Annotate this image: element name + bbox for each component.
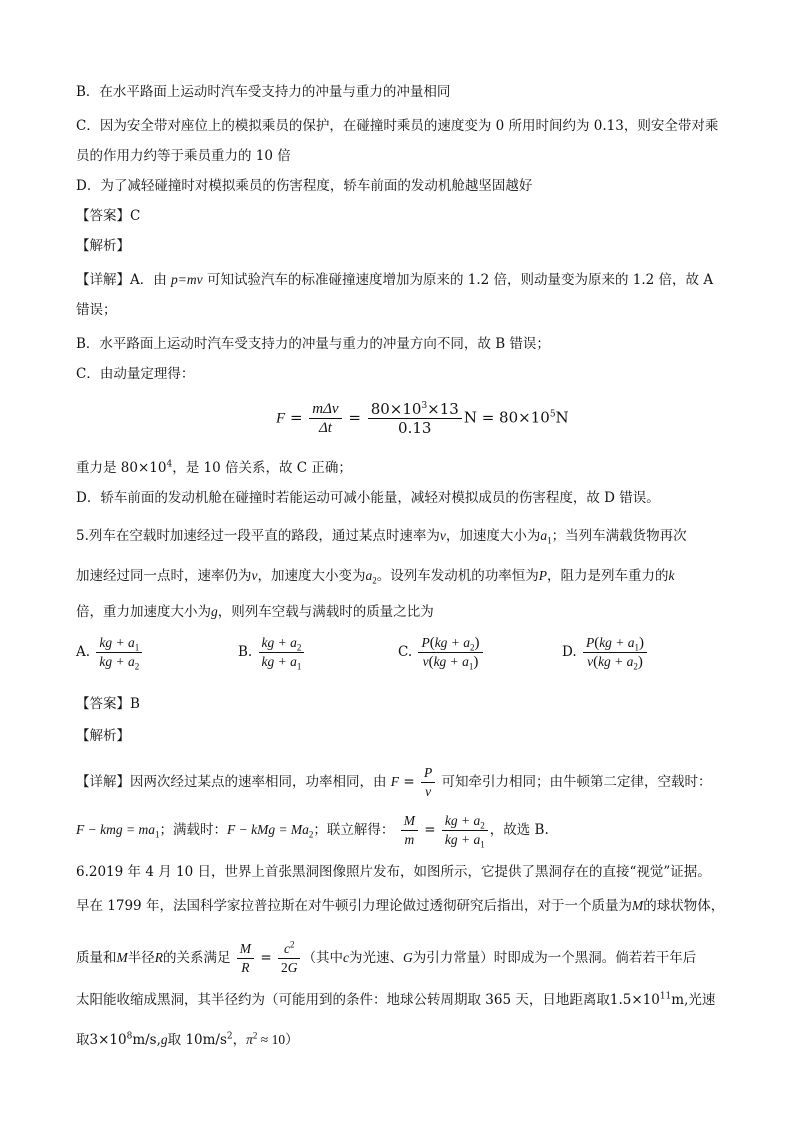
q5-analysis-heading: 【解析】 — [76, 728, 130, 744]
q5-detail-line1: 【详解】因两次经过某点的速率相同，功率相同，由 F = $\frac{P}{v}$ 可知牵引力相同；由牛顿第二定律，空载时： — [76, 765, 712, 799]
q5-eq-F: F — [390, 774, 400, 789]
q5-option-b-fraction: $\frac{kg + a_2}{kg + a_1}$ — [259, 634, 305, 671]
var-a1: $a_1$ — [540, 528, 552, 546]
q6-fraction-c2-over-2G: $\frac{c^2}{2G}$ — [278, 940, 301, 977]
q5-option-c-fraction: $\frac{P(kg + a_2)}{v(kg + a_1)}$ — [418, 634, 482, 671]
var-k: k — [668, 568, 675, 583]
var-R: R — [154, 950, 163, 965]
q4-detail-a-formula: p=mv — [171, 272, 203, 287]
q4-analysis-heading: 【解析】 — [76, 238, 130, 254]
q4-gravity-text1: 重力是 80×10 — [76, 460, 167, 476]
q6-l3-d: （其中 — [302, 950, 343, 966]
q4-detail-a — [76, 270, 713, 290]
q5-detail-a: 【详解】因两次经过某点的速率相同，功率相同，由 — [76, 774, 387, 790]
q6-stem-line1: 6.2019 年 4 月 10 日，世界上首张黑洞图像照片发布，如图所示，它提供了黑洞存在的直接“视觉”证据。 — [76, 864, 711, 880]
q6-l5-a: 取 — [76, 1032, 90, 1048]
eq-frac2-denominator: 0.13 — [398, 419, 432, 437]
q5-l1-b: ，加速度大小为 — [445, 528, 541, 544]
q5-fraction-P-over-v: $\frac{P}{v}$ — [421, 764, 435, 801]
q5-stem-line1 — [76, 526, 687, 546]
eq-frac2-num-exp: 3 — [421, 401, 428, 411]
q6-l3-a: 质量和 — [76, 950, 117, 966]
q5-l2-a: 加速经过同一点时，速率仍为 — [76, 568, 252, 584]
q6-l4-a: 太阳能收缩成黑洞，其半径约为（可能用到的条件：地球公转周期取 365 天，日地距离取 — [76, 992, 610, 1008]
var-v: v — [439, 528, 446, 543]
q5-l3-b: ，则列车空载与满载时的质量之比为 — [217, 604, 434, 620]
eq-frac1-denominator: Δt — [318, 420, 332, 436]
q5-eq2a: ；满载时： — [159, 822, 227, 838]
var-P: P — [538, 568, 547, 583]
q5-stem-line2 — [76, 566, 675, 586]
var-a2: $a_2$ — [365, 568, 377, 586]
q4-option-d: D．为了减轻碰撞时对模拟乘员的伤害程度，轿车前面的发动机舱越坚固越好 — [76, 178, 533, 194]
q5-answer: 【答案】B — [76, 696, 140, 712]
q4-detail-a-text1: 【详解】A．由 — [76, 272, 172, 288]
var-M: M — [631, 898, 644, 913]
q5-option-b-label: B. — [238, 644, 253, 660]
q6-stem-line4 — [76, 990, 715, 1010]
q6-l5-d: ， — [232, 1032, 247, 1048]
q4-momentum-equation: F = $\frac{\text{mΔv}}{\Delta t}$ = $\frac{80\times 10^3\times 13}{0.13}$ $N = 80\times 10^5N$ — [276, 400, 569, 437]
q6-pi-approx: $\pi^2 \approx 10$ — [246, 1030, 286, 1047]
q5-l1-a: 5.列车在空载时加速经过一段平直的路段，通过某点时速率为 — [76, 528, 440, 544]
q4-gravity-text2: ，是 10 倍关系，故 C 正确； — [172, 460, 352, 476]
q5-l2-c: 。设列车发动机的功率恒为 — [376, 568, 539, 584]
q5-option-c[interactable] — [398, 634, 485, 671]
eq-frac2-numerator — [368, 400, 462, 419]
q4-option-c-line2: 员的作用力约等于乘员重力的 10 倍 — [76, 148, 291, 164]
q5-option-c-label: C. — [398, 644, 413, 660]
q5-detail-line2: F − kmg = $ma_1$；满载时：F − kMg = $Ma_2$；联立解得： $\frac{M}{m}$ = $\frac{kg + a_2}{kg + a_1}$ ，故选 B. — [76, 813, 549, 850]
q5-l3-a: 倍，重力加速度大小为 — [76, 604, 211, 620]
q6-l3-f: 为引力常量）时即成为一个黑洞。倘若若干年后 — [412, 950, 697, 966]
q4-detail-a-text2: 可知试验汽车的标准碰撞速度增加为原来的 1.2 倍，则动量变为原来的 1.2 倍，故 A — [202, 272, 714, 288]
eq-fraction-2 — [368, 400, 462, 437]
var-M: M — [116, 950, 128, 965]
q5-l2-b: ，加速度大小变为 — [257, 568, 366, 584]
eq-result: N = 80×10 — [463, 408, 550, 427]
var-g: g — [160, 1032, 168, 1047]
q4-detail-a-cont: 错误； — [76, 302, 117, 318]
q4-answer: 【答案】C — [76, 208, 141, 224]
q5-detail-b: 可知牵引力相同；由牛顿第二定律，空载时： — [441, 774, 712, 790]
q6-l2-a: 早在 1799 年，法国科学家拉普拉斯在对牛顿引力理论做过透彻研究后指出，对于一个质量为 — [76, 898, 632, 914]
q4-detail-c: C．由动量定理得： — [76, 366, 195, 382]
eq-result-exp: 5 — [549, 409, 556, 420]
eq-frac1-numerator: mΔv — [309, 400, 341, 419]
q5-eq2b: ；联立解得： — [313, 822, 395, 838]
q6-light-speed-value: $3\times 10^8$ — [89, 1031, 133, 1048]
q6-distance-value: $1.5\times 10^{11}$ — [609, 991, 672, 1008]
q5-fraction-M-over-m: $\frac{M}{m}$ — [401, 812, 418, 849]
q6-stem-line5 — [76, 1030, 299, 1050]
q6-unit-exp: 2 — [226, 1031, 233, 1042]
q5-stem-line3 — [76, 602, 434, 622]
q6-l3-e: 为光速、 — [348, 950, 403, 966]
q6-l4-b: m,光速 — [671, 992, 716, 1008]
q5-option-b[interactable] — [238, 634, 306, 671]
q6-l5-c: 取 10m/s — [167, 1032, 227, 1048]
q5-eq-empty: F − kmg = $ma_1$ — [76, 822, 160, 840]
eq-frac2-num-a: 80×10 — [370, 400, 422, 418]
q6-stem-line3: 质量和M半径R的关系满足 $\frac{M}{R}$ = $\frac{c^2}{2G}$ （其中c为光速、G为引力常量）时即成为一个黑洞。倘若若干年后 — [76, 939, 697, 975]
q5-fraction-result: $\frac{kg + a_2}{kg + a_1}$ — [442, 812, 488, 849]
q5-eq-full: F − kMg = $Ma_2$ — [226, 822, 314, 840]
q4-option-c-line1: C．因为安全带对座位上的模拟乘员的保护，在碰撞时乘员的速度变为 0 所用时间约为 0.13，则安全带对乘 — [76, 118, 719, 134]
q5-option-d[interactable] — [562, 634, 649, 671]
var-c: c — [342, 950, 349, 965]
q5-option-d-fraction: $\frac{P(kg + a_1)}{v(kg + a_2)}$ — [583, 634, 647, 671]
eq-fraction-1 — [309, 400, 341, 437]
eq-frac2-num-b: ×13 — [427, 400, 459, 418]
q6-l3-c: 的关系满足 — [163, 950, 231, 966]
q6-l2-b: 的球状物体， — [643, 898, 725, 914]
q6-fraction-M-over-R: $\frac{M}{R}$ — [237, 940, 254, 977]
q5-l1-c: ；当列车满载货物再次 — [551, 528, 687, 544]
eq-force-symbol: F — [276, 410, 286, 427]
var-v: v — [251, 568, 258, 583]
q5-option-a[interactable] — [76, 634, 144, 671]
q6-l3-b: 半径 — [127, 950, 155, 966]
q5-l2-d: ，阻力是列车重力的 — [547, 568, 669, 584]
q4-gravity-line — [76, 458, 352, 478]
q5-option-a-label: A. — [76, 644, 91, 660]
q4-gravity-exp: 4 — [166, 459, 173, 470]
q6-stem-line2 — [76, 896, 724, 916]
q6-l5-b: m/s, — [132, 1032, 161, 1048]
q6-l5-e: ） — [285, 1032, 299, 1048]
eq-result-unit: N — [555, 408, 569, 427]
var-g: g — [211, 604, 218, 619]
q4-option-b: B．在水平路面上运动时汽车受支持力的冲量与重力的冲量相同 — [76, 84, 451, 100]
q4-detail-b: B．水平路面上运动时汽车受支持力的冲量与重力的冲量方向不同，故 B 错误； — [76, 336, 550, 352]
q4-detail-d: D．轿车前面的发动机舱在碰撞时若能运动可减小能量，减轻对模拟成员的伤害程度，故 D 错误。 — [76, 490, 660, 506]
q5-option-d-label: D. — [562, 644, 577, 660]
q5-option-a-fraction: $\frac{kg + a_1}{kg + a_2}$ — [96, 634, 142, 671]
var-G: G — [402, 950, 413, 965]
q5-eq2c: ，故选 B. — [489, 822, 549, 838]
